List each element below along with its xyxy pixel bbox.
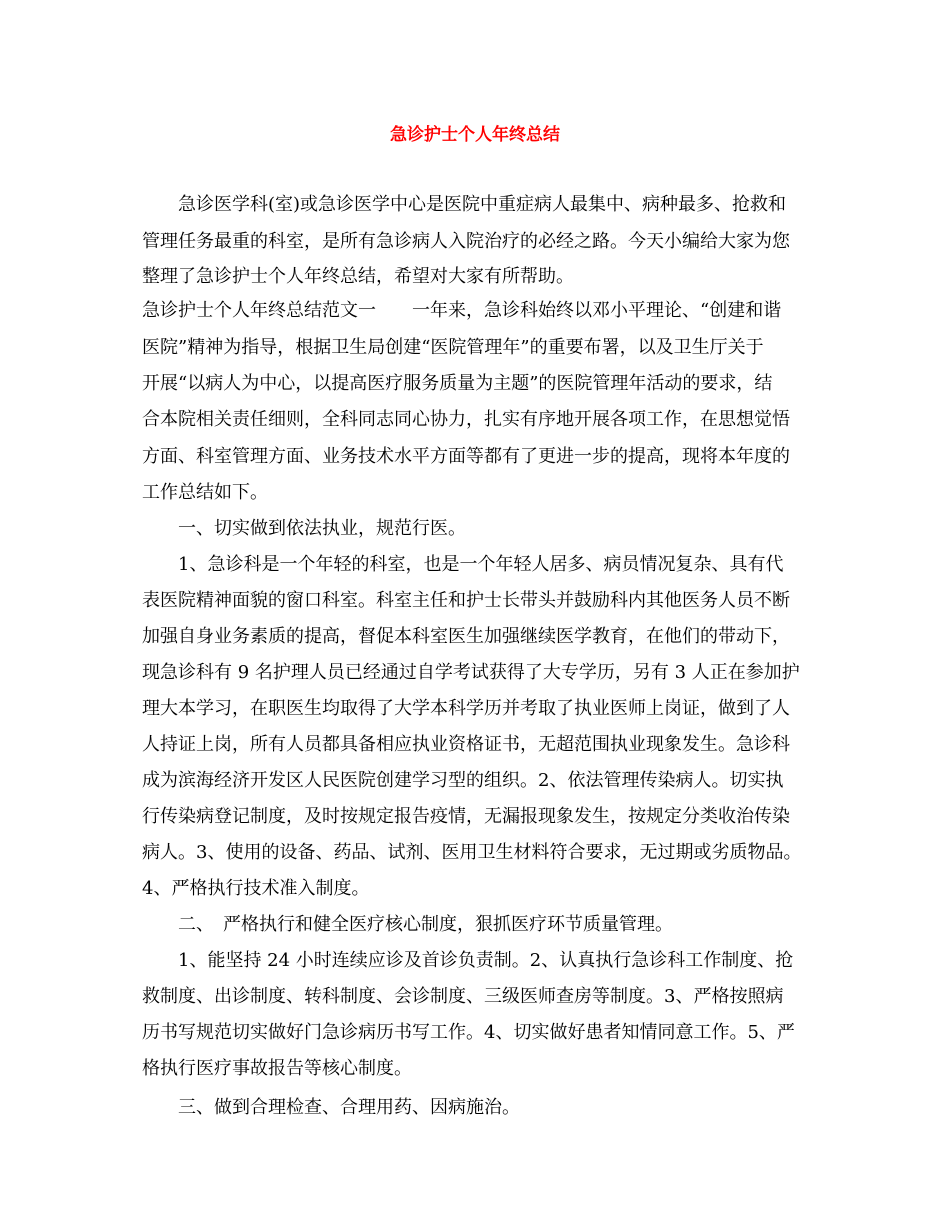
body-line: 历书写规范切实做好门急诊病历书写工作。4、切实做好患者知情同意工作。5、严 [142,1022,795,1043]
body-line: 行传染病登记制度，及时按规定报告疫情，无漏报现象发生，按规定分类收治传染 [142,806,790,827]
body-line: 合本院相关责任细则，全科同志同心协力，扎实有序地开展各项工作，在思想觉悟 [142,409,790,430]
body-line: 救制度、出诊制度、转科制度、会诊制度、三级医师查房等制度。3、严格按照病 [142,986,784,1007]
body-line: 病人。3、使用的设备、药品、试剂、医用卫生材料符合要求，无过期或劣质物品。 [142,842,802,863]
body-line: 急诊护士个人年终总结范文一 一年来，急诊科始终以邓小平理论、“创建和谐 [142,300,782,321]
body-line: 工作总结如下。 [142,482,268,503]
body-line: 整理了急诊护士个人年终总结，希望对大家有所帮助。 [142,266,574,287]
body-line: 理大本学习，在职医生均取得了大学本科学历并考取了执业医师上岗证，做到了人 [142,698,790,719]
body-line: 急诊医学科(室)或急诊医学中心是医院中重症病人最集中、病种最多、抢救和 [142,194,787,215]
body-line: 开展“以病人为中心，以提高医疗服务质量为主题”的医院管理年活动的要求，结 [142,373,773,394]
section-heading: 三、做到合理检查、合理用药、因病施治。 [142,1097,520,1118]
body-line: 1、能坚持 24 小时连续应诊及首诊负责制。2、认真执行急诊科工作制度、抢 [142,950,794,971]
body-line: 加强自身业务素质的提高，督促本科室医生加强继续医学教育，在他们的带动下， [142,626,790,647]
body-line: 管理任务最重的科室，是所有急诊病人入院治疗的必经之路。今天小编给大家为您 [142,231,790,252]
body-line: 方面、科室管理方面、业务技术水平方面等都有了更进一步的提高，现将本年度的 [142,446,790,467]
body-line: 4、严格执行技术准入制度。 [142,878,370,899]
document-title: 急诊护士个人年终总结 [390,125,560,145]
section-heading: 一、切实做到依法执业，规范行医。 [142,518,466,539]
body-line: 现急诊科有 9 名护理人员已经通过自学考试获得了大专学历，另有 3 人正在参加护 [142,662,800,683]
body-line: 格执行医疗事故报告等核心制度。 [142,1058,412,1079]
body-line: 人持证上岗，所有人员都具备相应执业资格证书，无超范围执业现象发生。急诊科 [142,734,790,755]
body-line: 成为滨海经济开发区人民医院创建学习型的组织。2、依法管理传染病人。切实执 [142,770,784,791]
body-line: 1、急诊科是一个年轻的科室，也是一个年轻人居多、病员情况复杂、具有代 [142,554,784,575]
body-line: 表医院精神面貌的窗口科室。科室主任和护士长带头并鼓励科内其他医务人员不断 [142,590,790,611]
body-line: 医院”精神为指导，根据卫生局创建“医院管理年”的重要布署，以及卫生厅关于 [142,337,764,358]
section-heading: 二、 严格执行和健全医疗核心制度，狠抓医疗环节质量管理。 [142,914,673,935]
